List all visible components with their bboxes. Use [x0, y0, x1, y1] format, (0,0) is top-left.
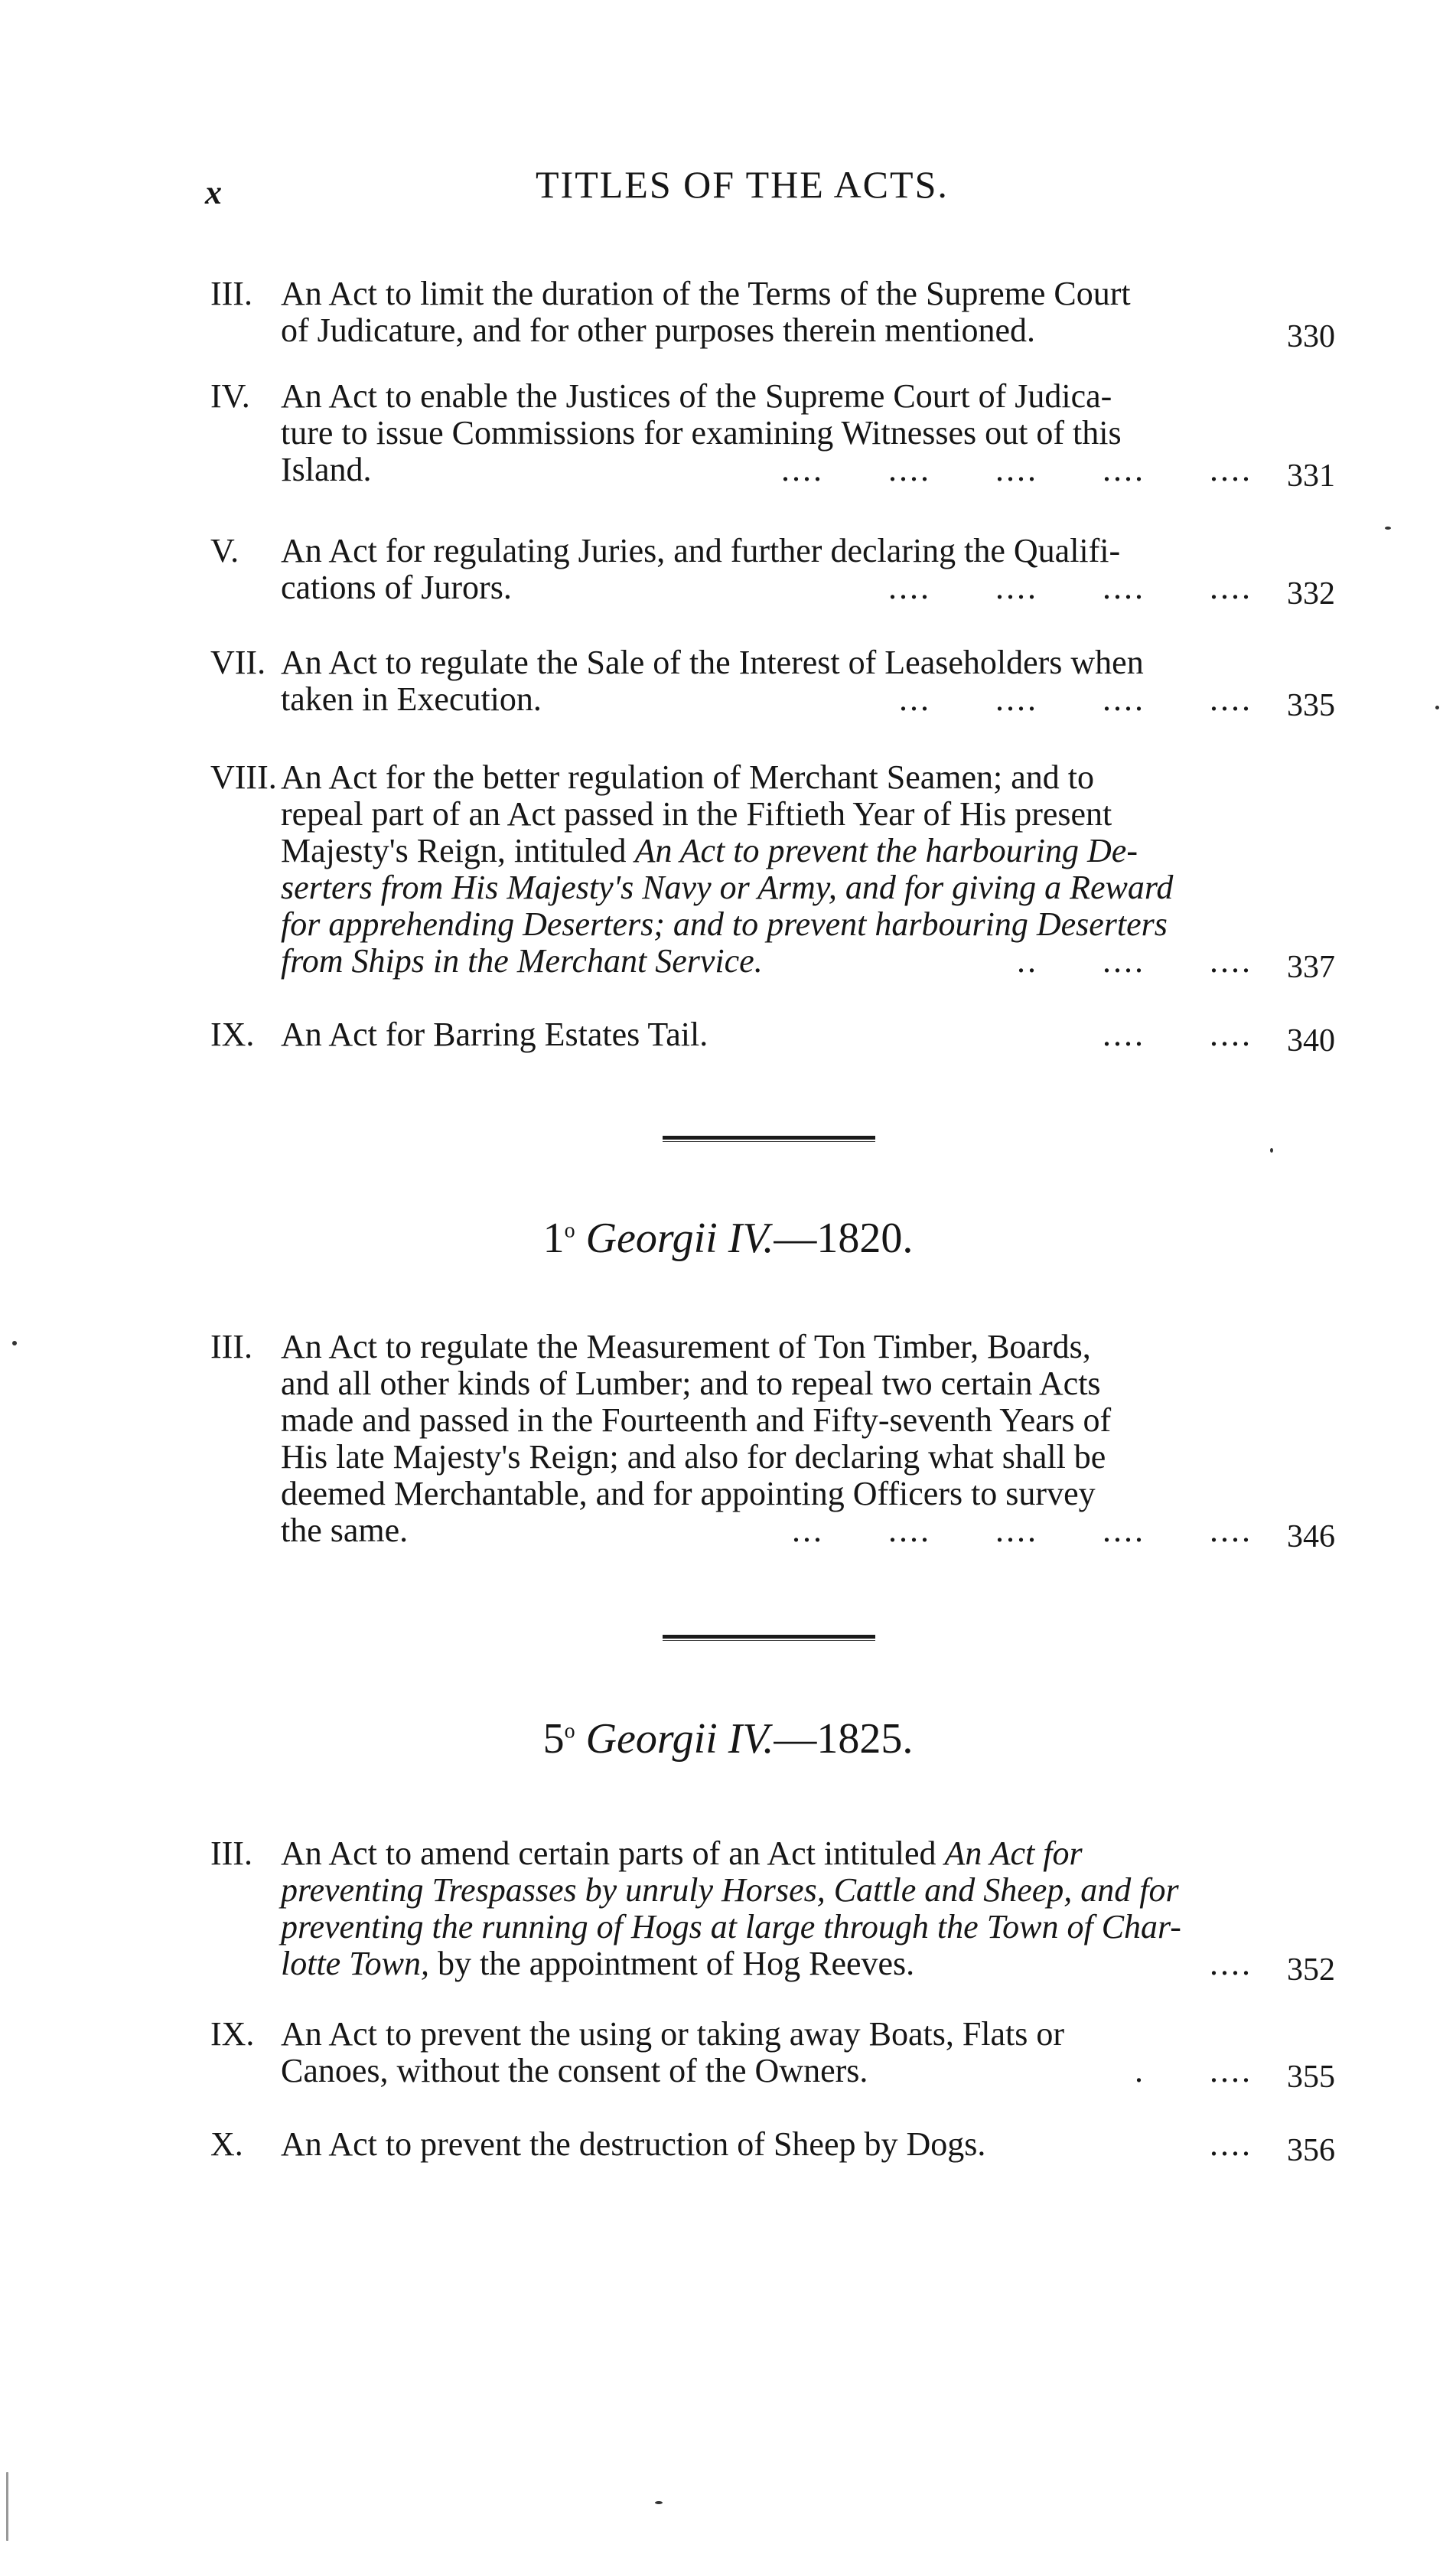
act-title-line: An Act to regulate the Measurement of Ton Timber, Boards,	[281, 1328, 1091, 1365]
leader-dots: . ....	[1135, 2052, 1252, 2089]
act-number: VII.	[210, 644, 266, 681]
act-entry	[210, 644, 1335, 723]
act-title	[281, 644, 1252, 718]
section-heading-1825	[0, 1714, 1456, 1763]
cited-act-title: preventing Trespasses by unruly Horses, Cattle and Sheep, and for	[281, 1871, 1179, 1909]
page-reference: 331	[1287, 458, 1335, 494]
act-title	[281, 2126, 1252, 2163]
act-title-line: An Act to prevent the using or taking away Boats, Flats or	[281, 2015, 1065, 2053]
act-entry	[210, 377, 1335, 494]
act-entry	[210, 758, 1335, 985]
section-divider	[663, 1635, 875, 1639]
act-title	[281, 1835, 1252, 1982]
act-number: IX.	[210, 1016, 255, 1053]
act-number: III.	[210, 275, 252, 312]
act-number: X.	[210, 2125, 243, 2163]
act-number: III.	[210, 1328, 252, 1365]
section-heading-1820	[0, 1214, 1456, 1263]
act-title	[281, 1329, 1252, 1549]
act-title-line: His late Majesty's Reign; and also for declaring what shall be	[281, 1438, 1106, 1476]
cited-act-title: preventing the running of Hogs at large through the Town of Char-	[281, 1908, 1181, 1945]
cited-act-title: from Ships in the Merchant Service.	[281, 942, 763, 980]
act-entry	[210, 532, 1335, 612]
act-title-line: An Act for regulating Juries, and further declaring the Qualifi-	[281, 532, 1121, 569]
regnal-year-number: 1	[542, 1215, 565, 1262]
act-title-line: deemed Merchantable, and for appointing Officers to survey	[281, 1475, 1096, 1512]
cited-act-title: An Act to prevent the harbouring De-	[634, 832, 1138, 869]
act-title-line: and all other kinds of Lumber; and to repeal two certain Acts	[281, 1365, 1101, 1402]
section-divider	[663, 1136, 875, 1140]
page-reference: 337	[1287, 950, 1335, 985]
act-entry	[210, 275, 1335, 354]
act-title	[281, 2016, 1252, 2089]
act-title-line: cations of Jurors.	[281, 569, 512, 606]
act-number: V.	[210, 532, 239, 569]
act-title-line: An Act to enable the Justices of the Supreme Court of Judica-	[281, 377, 1112, 415]
leader-dots: .... ....	[1103, 1016, 1252, 1053]
page-title: TITLES OF THE ACTS.	[536, 163, 949, 206]
act-entry	[210, 1328, 1335, 1554]
ordinal-mark: o	[564, 1218, 575, 1243]
act-number: VIII.	[210, 758, 277, 796]
act-number: IV.	[210, 377, 250, 415]
act-title	[281, 533, 1252, 606]
leader-dots: .... .... .... ....	[888, 569, 1252, 606]
reign-name: Georgii IV.	[585, 1215, 774, 1262]
act-title-line: An Act to amend certain parts of an Act intituled	[281, 1835, 936, 1872]
page-folio: x	[205, 174, 223, 211]
act-number: III.	[210, 1835, 252, 1872]
act-title-line: the same.	[281, 1512, 409, 1549]
cited-act-title: An Act for	[944, 1835, 1083, 1872]
leader-dots: ... .... .... ....	[899, 680, 1252, 718]
act-title-line: of Judicature, and for other purposes therein mentioned.	[281, 311, 1036, 349]
act-title	[281, 759, 1252, 980]
running-head	[205, 162, 1261, 223]
leader-dots: ....	[1210, 2125, 1252, 2163]
act-title-line: ture to issue Commissions for examining Witnesses out of this	[281, 414, 1122, 452]
act-title	[281, 378, 1252, 488]
act-title-line: An Act to regulate the Sale of the Interest of Leaseholders when	[281, 644, 1144, 681]
cited-act-title: serters from His Majesty's Navy or Army, and for giving a Reward	[281, 869, 1174, 906]
act-entry	[210, 2015, 1335, 2095]
act-entry	[210, 1016, 1335, 1058]
page-reference: 332	[1287, 576, 1335, 612]
act-title	[281, 276, 1252, 349]
page-reference: 352	[1287, 1952, 1335, 1988]
act-title-line: An Act for the better regulation of Merchant Seamen; and to	[281, 758, 1094, 796]
cited-act-title: for apprehending Deserters; and to prevent harbouring Deserters	[281, 905, 1168, 943]
section-year: —1820.	[774, 1215, 914, 1262]
act-title	[281, 1016, 1252, 1053]
act-title-line: An Act for Barring Estates Tail.	[281, 1016, 708, 1053]
act-title-line: repeal part of an Act passed in the Fiftieth Year of His present	[281, 795, 1112, 833]
page-reference: 340	[1287, 1023, 1335, 1058]
page-reference: 355	[1287, 2060, 1335, 2095]
leader-dots: ... .... .... .... ....	[792, 1512, 1252, 1549]
act-entry	[210, 2125, 1335, 2168]
act-title-line: Majesty's Reign, intituled	[281, 832, 627, 869]
act-number: IX.	[210, 2015, 255, 2053]
act-title-line: by the appointment of Hog Reeves.	[437, 1945, 915, 1982]
act-title-line: taken in Execution.	[281, 680, 542, 718]
reign-name: Georgii IV.	[585, 1715, 774, 1763]
act-entry	[210, 1835, 1335, 1988]
leader-dots: .... .... .... .... ....	[781, 451, 1252, 488]
leader-dots: .. .... ....	[1017, 942, 1252, 980]
page-reference: 346	[1287, 1519, 1335, 1554]
act-title-line: Canoes, without the consent of the Owners.	[281, 2052, 868, 2089]
page-reference: 330	[1287, 319, 1335, 354]
cited-act-title: lotte Town,	[281, 1945, 429, 1982]
regnal-year-number: 5	[542, 1715, 565, 1763]
act-title-line: An Act to limit the duration of the Terms of the Supreme Court	[281, 275, 1131, 312]
page-reference: 356	[1287, 2133, 1335, 2168]
section-year: —1825.	[774, 1715, 914, 1763]
leader-dots: ....	[1210, 1945, 1252, 1982]
act-title-line: made and passed in the Fourteenth and Fifty-seventh Years of	[281, 1401, 1112, 1439]
act-title-line: Island.	[281, 451, 372, 488]
act-title-line: An Act to prevent the destruction of Sheep by Dogs.	[281, 2125, 986, 2163]
page-reference: 335	[1287, 688, 1335, 723]
ordinal-mark: o	[564, 1719, 575, 1743]
